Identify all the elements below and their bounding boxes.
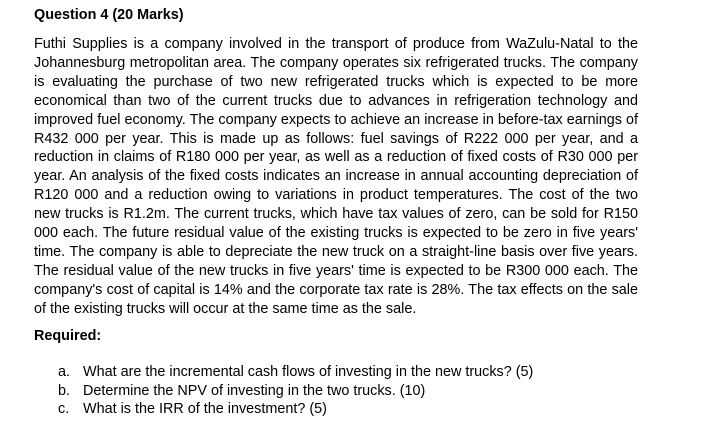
list-item-text: What are the incremental cash flows of investing in the new trucks? (5) bbox=[83, 363, 534, 380]
question-page bbox=[34, 6, 638, 419]
list-item bbox=[58, 400, 638, 419]
list-item-marker: c. bbox=[58, 401, 70, 418]
list-item-marker: b. bbox=[58, 382, 71, 399]
list-item bbox=[58, 363, 638, 382]
list-item-text: What is the IRR of the investment? (5) bbox=[83, 401, 327, 418]
question-body: Futhi Supplies is a company involved in the transport of produce from WaZulu-Natal to the Johannesburg metropolitan area. The company operates six refrigerated trucks. The company is evaluating the purchase of two new refrigerated trucks which is expected to be more economical than two of the current trucks due to advances in refrigeration technology and improved fuel economy. The company expects to achieve an increase in before-tax earnings of R432 000 per year. This is made up as follows: fuel savings of R222 000 per year, and a reduction in claims of R180 000 per year, as well as a reduction of fixed costs of R30 000 per year. An analysis of the fixed costs indicates an increase in annual accounting depreciation of R120 000 and a reduction owing to variations in product temperatures. The cost of the two new trucks is R1.2m. The current trucks, which have tax values of zero, can be sold for R150 000 each. The future residual value of the existing trucks is expected to be zero in five years' time. The company is able to depreciate the new truck on a straight-line basis over five years. The residual value of the new trucks in five years' time is expected to be R300 000 each. The company's cost of capital is 14% and the corporate tax rate is 28%. The tax effects on the sale of the existing trucks will occur at the same time as the sale. bbox=[34, 36, 638, 317]
list-item bbox=[58, 382, 638, 401]
list-item-marker: a. bbox=[58, 363, 71, 380]
required-label: Required: bbox=[34, 327, 102, 344]
required-list bbox=[34, 363, 638, 420]
question-heading: Question 4 (20 Marks) bbox=[34, 7, 184, 23]
list-item-text: Determine the NPV of investing in the two trucks. (10) bbox=[83, 382, 426, 399]
